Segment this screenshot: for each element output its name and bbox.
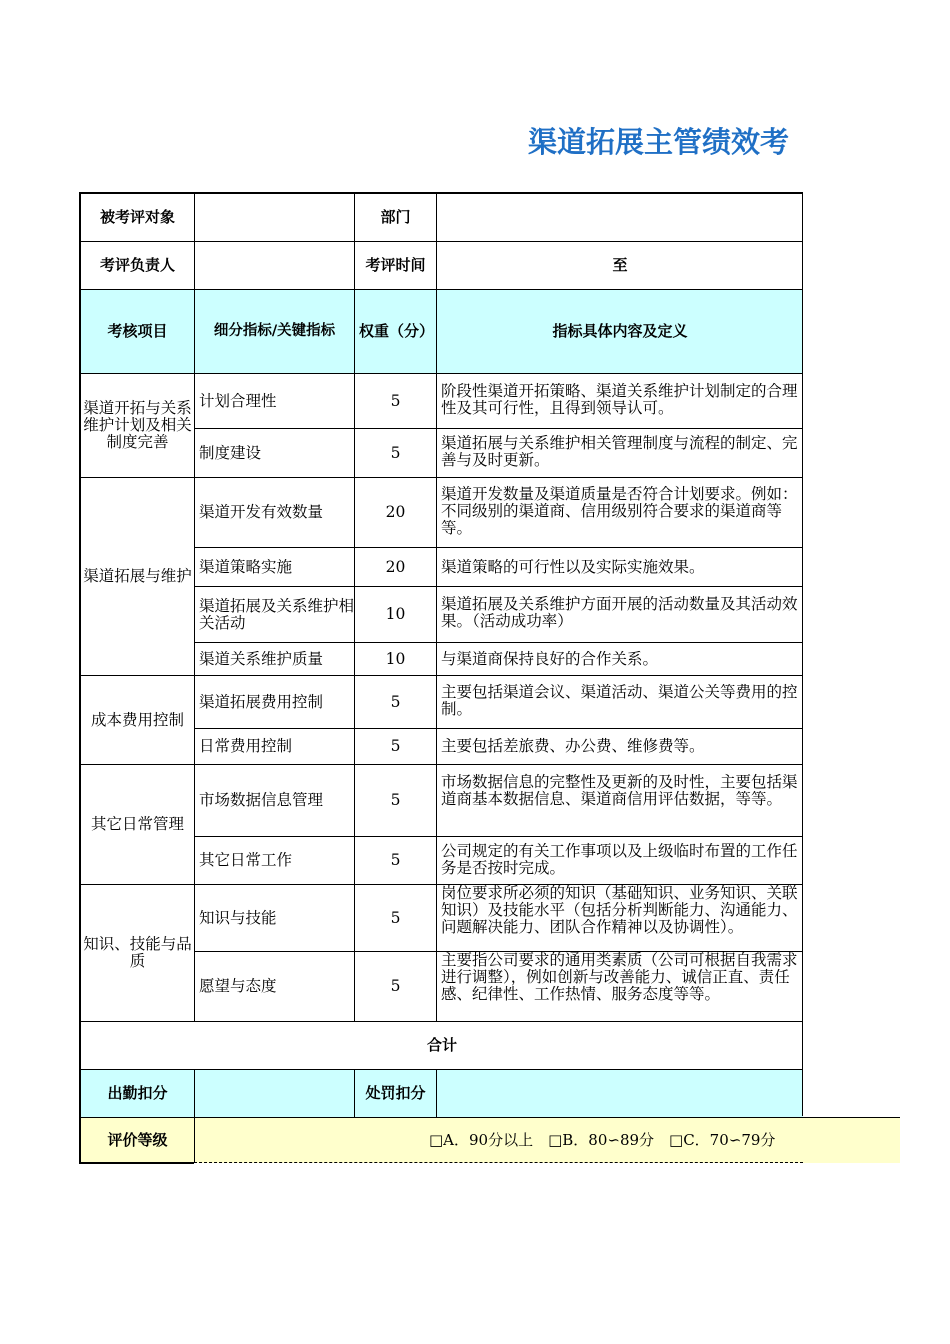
definition-cell: 主要包括差旅费、办公费、维修费等。	[436, 728, 803, 764]
weight-cell: 20	[354, 547, 436, 586]
evaluatee-label: 被考评对象	[80, 193, 194, 241]
weight-cell: 5	[354, 373, 436, 428]
indicator-cell: 日常费用控制	[194, 728, 354, 764]
definition-cell: 岗位要求所必须的知识（基础知识、业务知识、关联知识）及技能水平（包括分析判断能力、沟通能力、问题解决能力、团队合作精神以及协调性）。	[436, 884, 803, 951]
department-field[interactable]	[436, 193, 803, 241]
weight-cell: 20	[354, 477, 436, 547]
indicator-cell: 渠道关系维护质量	[194, 642, 354, 675]
indicator-cell: 市场数据信息管理	[194, 764, 354, 836]
indicator-cell: 渠道拓展及关系维护相关活动	[194, 586, 354, 642]
weight-cell: 5	[354, 836, 436, 884]
total-row: 合计	[80, 1021, 803, 1069]
column-header-item: 考核项目	[80, 289, 194, 373]
period-field[interactable]: 至	[436, 241, 803, 289]
definition-cell: 渠道拓展及关系维护方面开展的活动数量及其活动效果。（活动成功率）	[436, 586, 803, 642]
group-cost-cell: 成本费用控制	[80, 675, 194, 764]
group-daily-cell: 其它日常管理	[80, 764, 194, 884]
indicator-cell: 知识与技能	[194, 884, 354, 951]
group-plan-cell: 渠道开拓与关系维护计划及相关制度完善	[80, 373, 194, 477]
evaluatee-field[interactable]	[194, 193, 354, 241]
weight-cell: 10	[354, 586, 436, 642]
penalty-label: 处罚扣分	[354, 1069, 436, 1117]
attendance-field[interactable]	[194, 1069, 354, 1117]
weight-cell: 10	[354, 642, 436, 675]
indicator-cell: 愿望与态度	[194, 951, 354, 1021]
weight-cell: 5	[354, 428, 436, 477]
definition-cell: 渠道开发数量及渠道质量是否符合计划要求。例如：不同级别的渠道商、信用级别符合要求的渠道商等等。	[436, 477, 803, 547]
indicator-cell: 其它日常工作	[194, 836, 354, 884]
table-bottom-border	[79, 1162, 194, 1164]
indicator-cell: 计划合理性	[194, 373, 354, 428]
group-knowledge-cell: 知识、技能与品质	[80, 884, 194, 1021]
definition-cell: 渠道策略的可行性以及实际实施效果。	[436, 547, 803, 586]
column-header-definition: 指标具体内容及定义	[436, 289, 803, 373]
indicator-cell: 渠道拓展费用控制	[194, 675, 354, 728]
indicator-cell: 渠道开发有效数量	[194, 477, 354, 547]
weight-cell: 5	[354, 675, 436, 728]
weight-cell: 5	[354, 764, 436, 836]
indicator-cell: 渠道策略实施	[194, 547, 354, 586]
definition-cell: 渠道拓展与关系维护相关管理制度与流程的制定、完善与及时更新。	[436, 428, 803, 477]
column-header-weight: 权重（分）	[354, 289, 436, 373]
evaluator-label: 考评负责人	[80, 241, 194, 289]
table-left-border	[79, 193, 81, 1164]
penalty-field[interactable]	[436, 1069, 803, 1117]
definition-cell: 阶段性渠道开拓策略、渠道关系维护计划制定的合理性及其可行性，且得到领导认可。	[436, 373, 803, 428]
page-title: 渠道拓展主管绩效考	[528, 125, 790, 159]
definition-cell: 市场数据信息的完整性及更新的及时性，主要包括渠道商基本数据信息、渠道商信用评估数据，等等。	[436, 764, 803, 836]
definition-cell: 与渠道商保持良好的合作关系。	[436, 642, 803, 675]
grade-label: 评价等级	[80, 1117, 194, 1163]
period-label: 考评时间	[354, 241, 436, 289]
evaluator-field[interactable]	[194, 241, 354, 289]
definition-cell: 主要指公司要求的通用类素质（公司可根据自我需求进行调整），例如创新与改善能力、诚信正直、责任感、纪律性、工作热情、服务态度等等。	[436, 951, 803, 1021]
weight-cell: 5	[354, 728, 436, 764]
definition-cell: 公司规定的有关工作事项以及上级临时布置的工作任务是否按时完成。	[436, 836, 803, 884]
table-top-border	[79, 192, 803, 194]
weight-cell: 5	[354, 951, 436, 1021]
department-label: 部门	[354, 193, 436, 241]
page-break-dashed-line	[194, 1162, 803, 1163]
group-channel-cell: 渠道拓展与维护	[80, 477, 194, 675]
column-header-indicator: 细分指标/关键指标	[194, 289, 354, 373]
indicator-cell: 制度建设	[194, 428, 354, 477]
attendance-label: 出勤扣分	[80, 1069, 194, 1117]
weight-cell: 5	[354, 884, 436, 951]
definition-cell: 主要包括渠道会议、渠道活动、渠道公关等费用的控制。	[436, 675, 803, 728]
grade-options[interactable]: □A．90分以上 □B．80∽89分 □C．70∽79分	[194, 1117, 900, 1163]
table-right-border	[802, 193, 803, 1116]
